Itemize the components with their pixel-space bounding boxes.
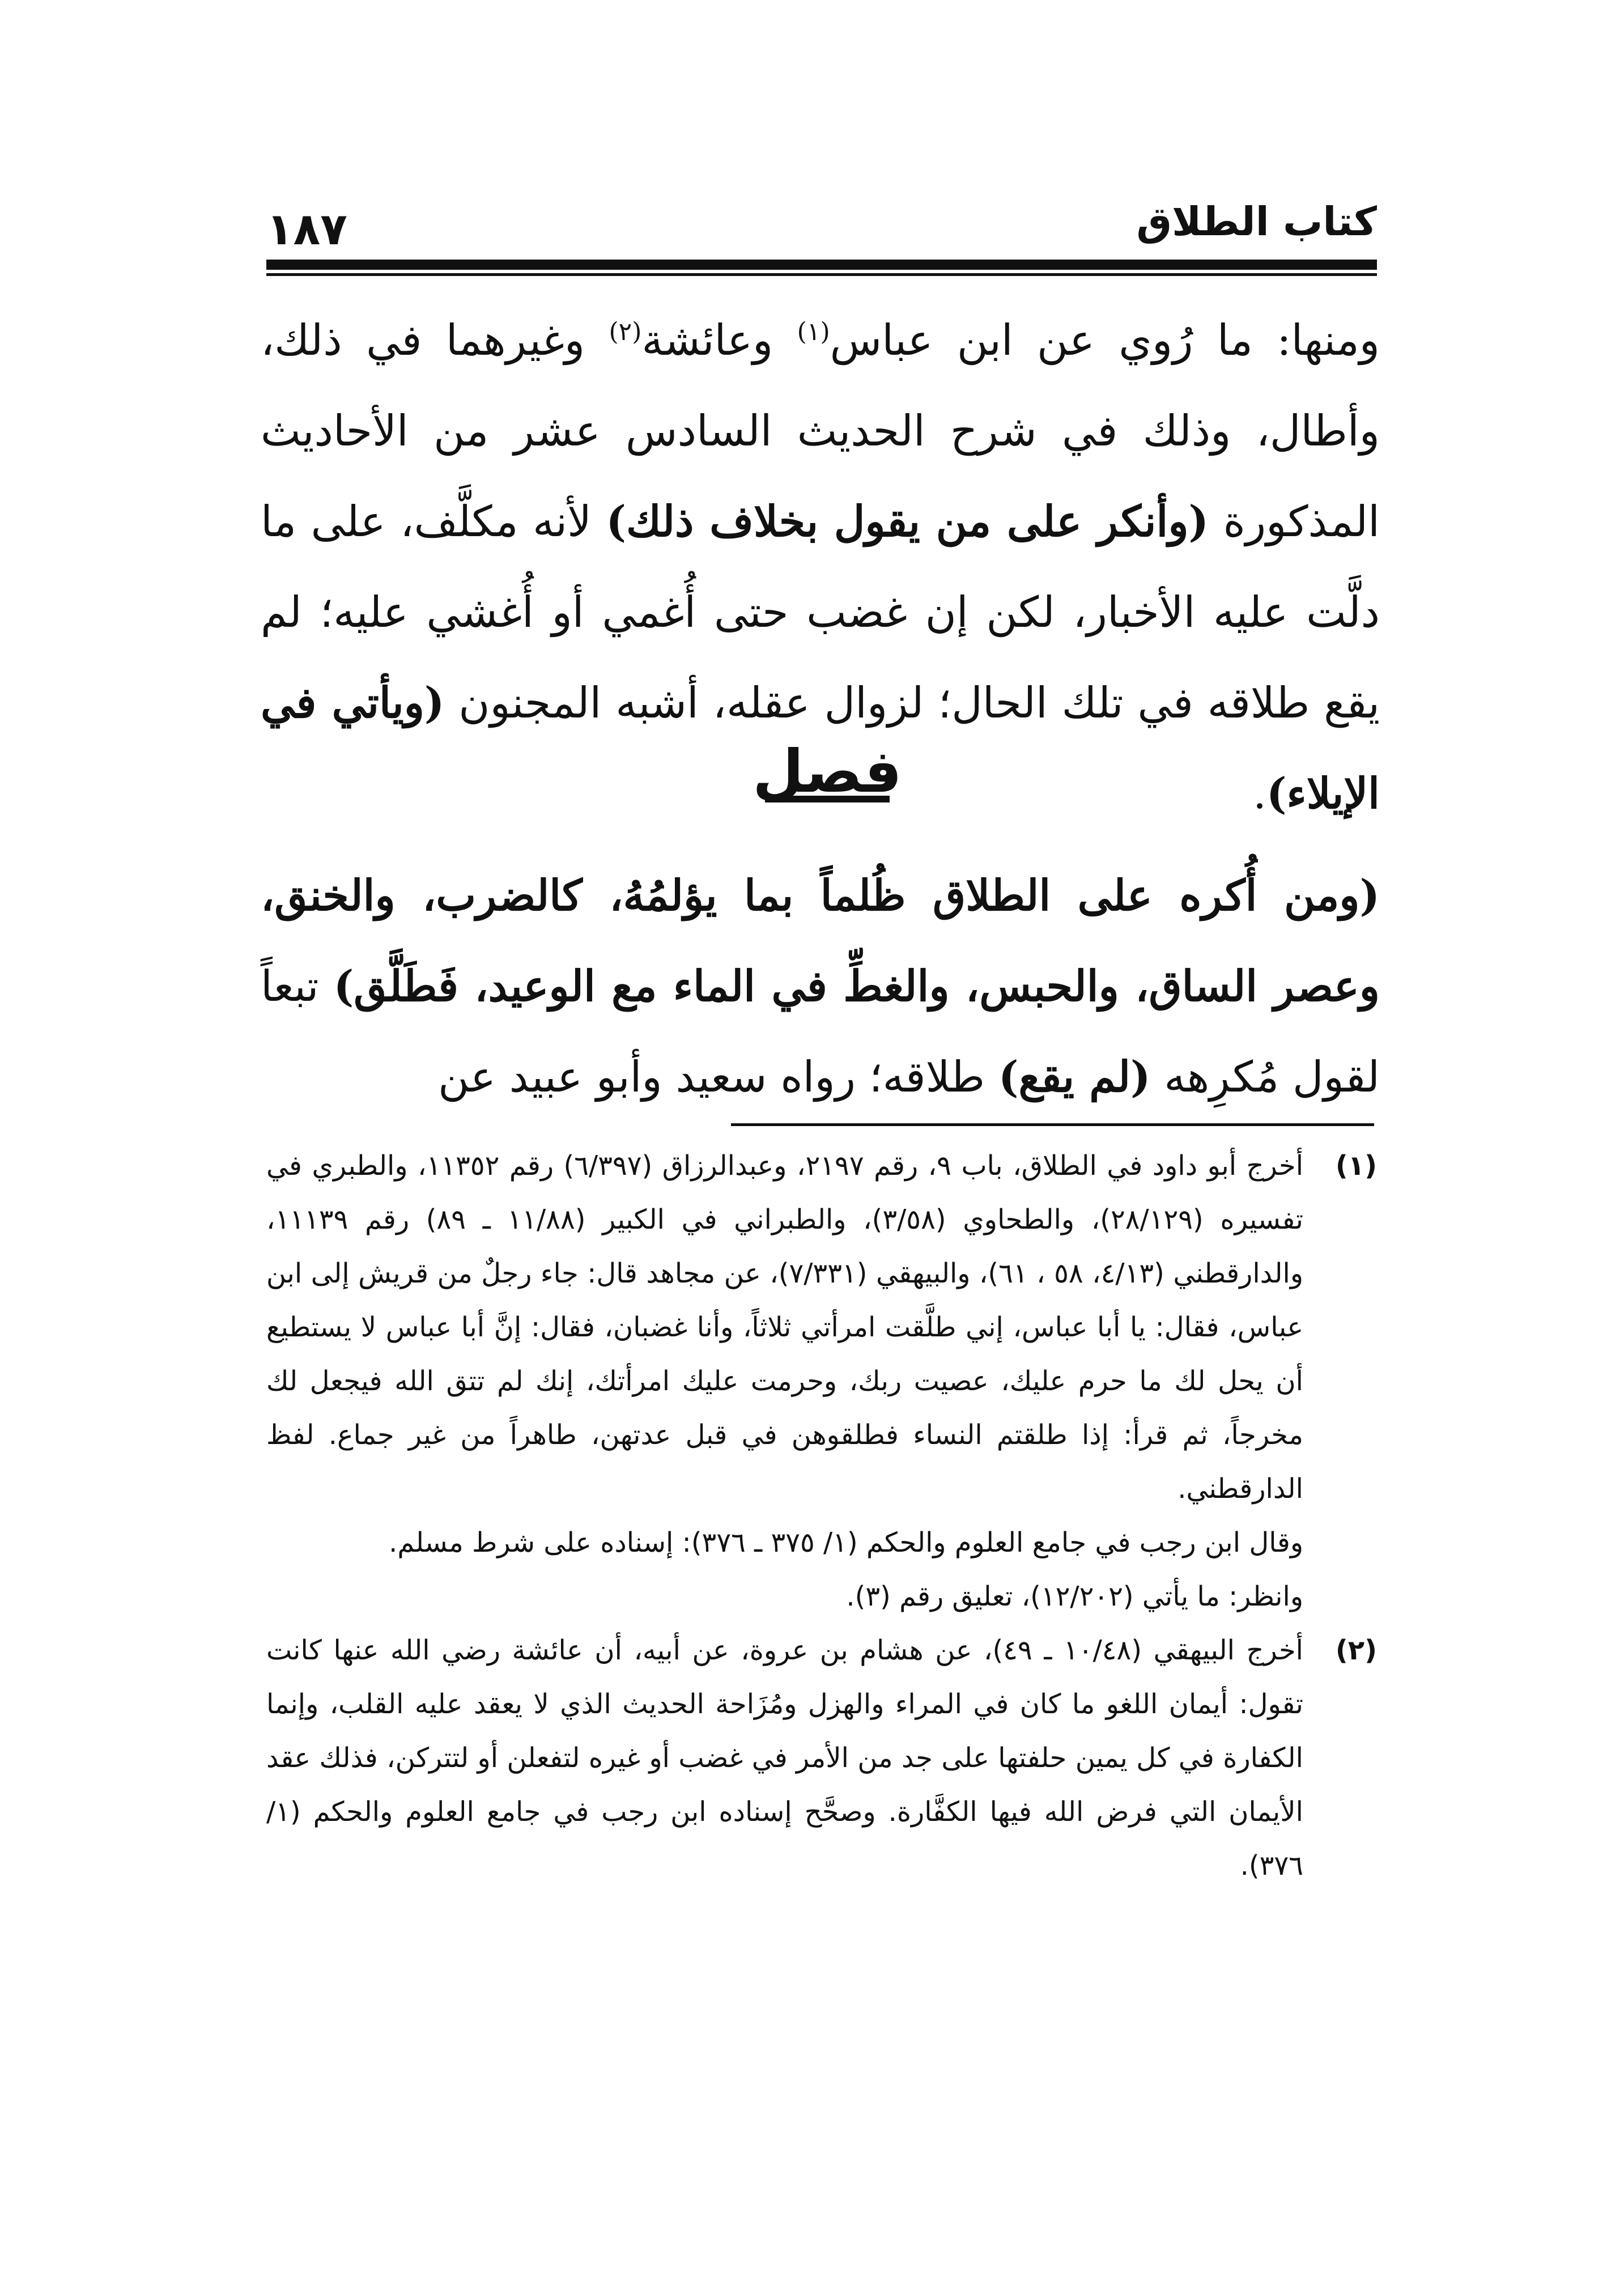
footnote-1-paragraph: أخرج أبو داود في الطلاق، باب ٩، رقم ٢١٩٧، وعبدالرزاق (٦/٣٩٧) رقم ١١٣٥٢، والطبري في تفسيره (٢٨/١٢٩)، والطحاوي (٣/٥٨)، والطبراني في الكبير (١١/٨٨ ـ ٨٩) رقم ١١١٣٩، والدارقطني (٤/١٣، ٥٨ ، ٦١)، والبيهقي (٧/٣٣١)، عن مجاهد قال: جاء رجلٌ من قريش إلى ابن عباس، فقال: يا أبا عباس، إني طلَّقت امرأتي ثلاثاً، وأنا غضبان، فقال: إنَّ أبا عباس لا يستطيع أن يحل لك ما حرم عليك، عصيت ربك، وحرمت عليك امرأتك، إنك لم تتق الله فيجعل لك مخرجاً، ثم قرأ: إذا طلقتم النساء فطلقوهن في قبل عدتهن، طاهراً من غير جماع. لفظ الدارقطني. xyxy=(266,1150,1304,1505)
footnote-separator xyxy=(731,1123,1374,1126)
para1-text-a: ومنها: ما رُوي عن ابن عباس xyxy=(830,315,1380,365)
footnote-ref-2[interactable]: (٢) xyxy=(609,317,642,346)
para2-bold-b: (لم يقع) xyxy=(998,1052,1151,1102)
para1-text-c: وغيرهما في ذلك، وأطال، وذلك في شرح الحديث السادس عشر من الأحاديث المذكورة xyxy=(261,315,1380,546)
para1-text-end: . xyxy=(1253,768,1266,818)
section-paragraph xyxy=(261,850,1380,1122)
footnote-number: (٢) xyxy=(1335,1634,1377,1666)
running-title: كتاب الطلاق xyxy=(1136,198,1377,245)
header-rule-thin xyxy=(266,273,1377,276)
para2-bold-a: (ومن أُكره على الطلاق ظُلماً بما يؤلمُهُ، كالضرب، والخنق، وعصر الساق، والحبس، والغطِّ في الماء مع الوعيد، فَطَلَّق) xyxy=(261,871,1380,1011)
footnote-2-paragraph: أخرج البيهقي (١٠/٤٨ ـ ٤٩)، عن هشام بن عروة، عن أبيه، أن عائشة رضي الله عنها كانت تقول: أيمان اللغو ما كان في المراء والهزل ومُزَاحة الحديث الذي لا يعقد عليه القلب، وإنما الكفارة في كل يمين حلفتها على جد من الأمر في غضب أو غيره لتفعلن أو لتتركن، فذلك عقد الأيمان التي فرض الله فيها الكفَّارة. وصحَّح إسناده ابن رجب في جامع العلوم والحكم (١/ ٣٧٦). xyxy=(266,1634,1304,1882)
para1-bold-phrase: (وأنكر على من يقول بخلاف ذلك) xyxy=(606,496,1209,546)
para1-bold-end: (ويأتي في الإيلاء) xyxy=(261,678,1380,818)
footnote-1-paragraph: وانظر: ما يأتي (١٢/٢٠٢)، تعليق رقم (٣). xyxy=(846,1581,1303,1612)
header-rule-thick xyxy=(266,260,1377,270)
footnote-number: (١) xyxy=(1335,1150,1377,1182)
para2-text-b: طلاقه؛ رواه سعيد وأبو عبيد عن xyxy=(438,1052,998,1102)
para1-text-d: لأنه مكلَّف، على ما دلَّت عليه الأخبار، لكن إن غضب حتى أُغمي أو أُغشي عليه؛ لم يقع طلاقه في تلك الحال؛ لزوال عقله، أشبه المجنون xyxy=(261,496,1380,728)
footnote-1-paragraph: وقال ابن رجب في جامع العلوم والحكم (١/ ٣٧٥ ـ ٣٧٦): إسناده على شرط مسلم. xyxy=(389,1527,1303,1559)
para2-text-a: تبعاً لقول مُكرِهه xyxy=(261,961,1380,1102)
footnote-1 xyxy=(266,1139,1377,1624)
page-number: ١٨٧ xyxy=(266,204,347,255)
footnote-2 xyxy=(266,1624,1377,1893)
footnotes xyxy=(266,1139,1377,1893)
footnote-ref-1[interactable]: (١) xyxy=(797,317,830,346)
para1-text-b: وعائشة xyxy=(641,315,797,365)
section-heading: فصل xyxy=(680,737,975,802)
page-header xyxy=(266,187,1377,255)
